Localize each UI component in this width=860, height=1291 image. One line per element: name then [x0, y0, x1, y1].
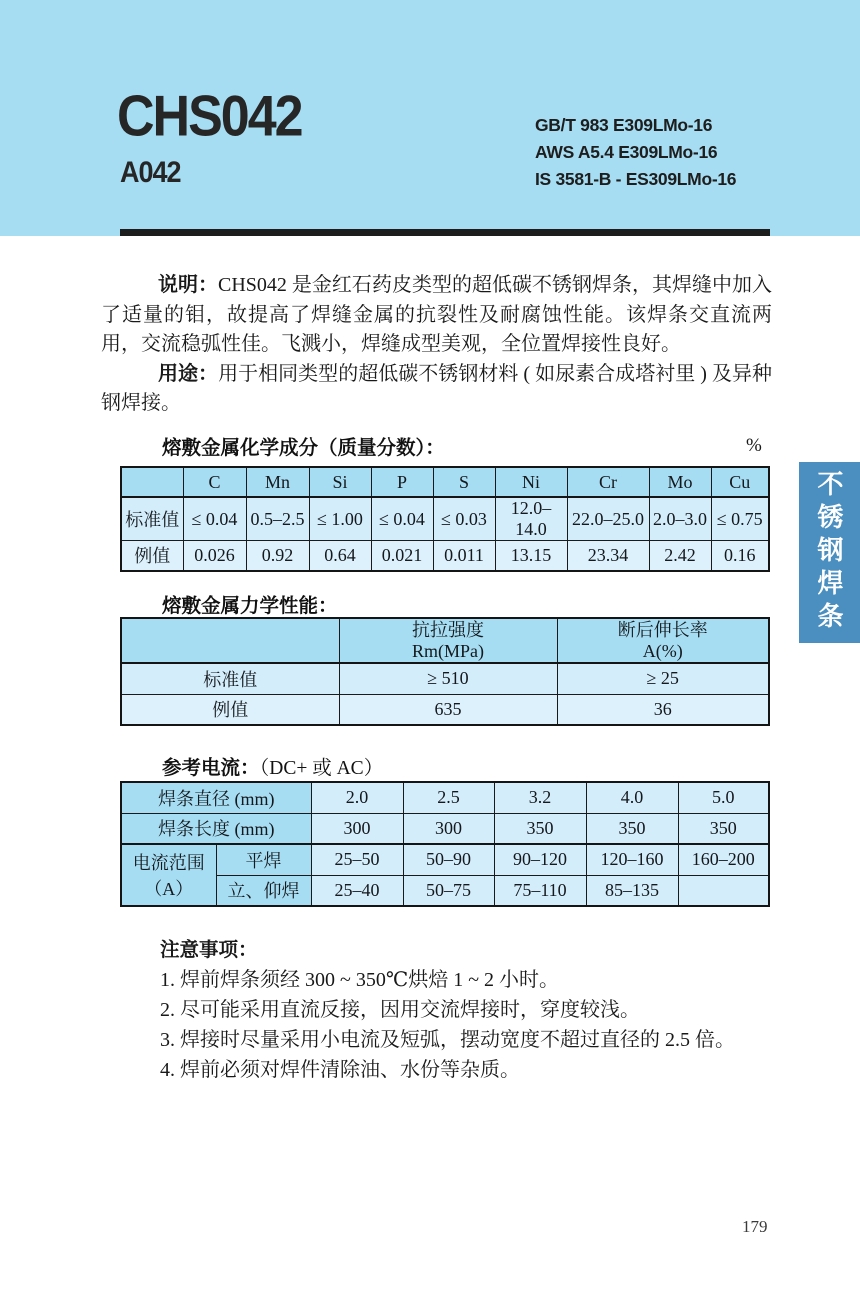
- table-cell: 0.16: [711, 541, 769, 571]
- category-side-tab: 不锈钢焊条: [799, 462, 860, 643]
- page-number: 179: [742, 1217, 768, 1236]
- row-sublabel-cell: 平焊: [216, 844, 311, 875]
- divider-rule: [120, 229, 770, 236]
- column-title: 抗拉强度: [412, 619, 484, 640]
- row-label-cell: 标准值: [121, 663, 339, 694]
- table-cell: 85–135: [586, 875, 678, 906]
- chemical-section-title: 熔敷金属化学成分（质量分数）：: [162, 437, 445, 459]
- table-cell: 2.5: [403, 782, 494, 813]
- table-cell: 50–75: [403, 875, 494, 906]
- row-label-cell: 焊条直径 (mm): [121, 782, 311, 813]
- table-cell: 12.0–14.0: [495, 497, 567, 541]
- table-cell: 0.021: [371, 541, 433, 571]
- usage-label: 用途：: [158, 362, 219, 385]
- table-cell: 36: [557, 694, 769, 725]
- table-cell: 0.011: [433, 541, 495, 571]
- table-cell: 635: [339, 694, 557, 725]
- table-cell: 2.0: [311, 782, 403, 813]
- notes-block: [160, 935, 780, 1085]
- table-cell: Mn: [246, 467, 309, 497]
- table-cell: Si: [309, 467, 371, 497]
- chemical-table: [120, 466, 770, 572]
- product-model-title: CHS042: [117, 85, 302, 149]
- standard-line-aws: AWS A5.4 E309LMo-16: [535, 142, 718, 162]
- current-section-title: [162, 752, 383, 780]
- description-block: [101, 271, 772, 419]
- table-cell: [339, 618, 557, 663]
- usage-text: 用于相同类型的超低碳不锈钢材料 ( 如尿素合成塔衬里 ) 及异种钢焊接。: [101, 362, 773, 414]
- row-label-cell: 标准值: [121, 497, 183, 541]
- table-cell: P: [371, 467, 433, 497]
- table-cell: 0.026: [183, 541, 246, 571]
- table-cell: ≤ 0.04: [183, 497, 246, 541]
- table-cell: 5.0: [678, 782, 769, 813]
- table-cell: 4.0: [586, 782, 678, 813]
- table-row: [121, 813, 769, 844]
- table-cell: ≤ 1.00: [309, 497, 371, 541]
- table-cell: C: [183, 467, 246, 497]
- current-title: 参考电流：: [162, 757, 260, 779]
- table-cell: [557, 618, 769, 663]
- row-label-cell: [121, 844, 216, 906]
- table-row: [121, 875, 769, 906]
- row-label-cell: 例值: [121, 541, 183, 571]
- table-header-row: [121, 618, 769, 663]
- note-item: 4. 焊前必须对焊件清除油、水份等杂质。: [160, 1059, 520, 1081]
- row-label-cell: 例值: [121, 694, 339, 725]
- table-row: [121, 663, 769, 694]
- current-table: [120, 781, 770, 907]
- percent-unit: %: [746, 435, 762, 456]
- column-subtitle: A(%): [642, 640, 683, 661]
- note-item: 3. 焊接时尽量采用小电流及短弧，摆动宽度不超过直径的 2.5 倍。: [160, 1029, 735, 1051]
- product-alt-model: A042: [120, 156, 181, 189]
- table-cell: 0.64: [309, 541, 371, 571]
- current-subtitle: （DC+ 或 AC）: [259, 758, 384, 779]
- table-cell: 3.2: [494, 782, 586, 813]
- table-cell: 300: [403, 813, 494, 844]
- table-cell: 350: [586, 813, 678, 844]
- description-paragraph: [101, 271, 772, 360]
- table-row: [121, 694, 769, 725]
- mechanical-section-title: 熔敷金属力学性能：: [162, 595, 338, 617]
- row-label-cell: 焊条长度 (mm): [121, 813, 311, 844]
- table-cell: ≥ 510: [339, 663, 557, 694]
- table-cell: 25–50: [311, 844, 403, 875]
- table-cell: ≤ 0.75: [711, 497, 769, 541]
- column-title: 断后伸长率: [617, 619, 708, 640]
- table-cell: 2.42: [649, 541, 711, 571]
- table-cell: [121, 618, 339, 663]
- table-cell: ≤ 0.04: [371, 497, 433, 541]
- table-cell: ≤ 0.03: [433, 497, 495, 541]
- standard-line-gbt: GB/T 983 E309LMo-16: [535, 115, 713, 135]
- table-row: [121, 497, 769, 541]
- range-label-line1: 电流范围: [132, 853, 205, 873]
- table-cell: Ni: [495, 467, 567, 497]
- row-sublabel-cell: 立、仰焊: [216, 875, 311, 906]
- table-cell: 350: [678, 813, 769, 844]
- description-text: CHS042 是金红石药皮类型的超低碳不锈钢焊条，其焊缝中加入了适量的钼，故提高了焊缝金属的抗裂性及耐腐蚀性能。该焊条交直流两用，交流稳弧性佳。飞溅小，焊缝成型美观，全位置焊接性良好。: [101, 274, 773, 355]
- notes-title: 注意事项：: [160, 939, 258, 961]
- table-cell: 50–90: [403, 844, 494, 875]
- usage-paragraph: [101, 360, 772, 419]
- table-cell: 300: [311, 813, 403, 844]
- table-cell: Cu: [711, 467, 769, 497]
- note-item: 2. 尽可能采用直流反接，因用交流焊接时，穿度较浅。: [160, 999, 640, 1021]
- table-cell: 13.15: [495, 541, 567, 571]
- table-cell: Cr: [567, 467, 649, 497]
- table-cell: ≥ 25: [557, 663, 769, 694]
- table-row: [121, 541, 769, 571]
- table-cell: 2.0–3.0: [649, 497, 711, 541]
- note-item: 1. 焊前焊条须经 300 ~ 350℃烘焙 1 ~ 2 小时。: [160, 969, 560, 991]
- table-cell: [121, 467, 183, 497]
- table-cell: 0.5–2.5: [246, 497, 309, 541]
- table-header-row: [121, 467, 769, 497]
- table-row: [121, 844, 769, 875]
- range-label-line2: （A）: [144, 879, 194, 899]
- standard-line-is: IS 3581-B - ES309LMo-16: [535, 169, 737, 189]
- table-cell: S: [433, 467, 495, 497]
- table-cell: 350: [494, 813, 586, 844]
- table-cell: 23.34: [567, 541, 649, 571]
- table-cell: [678, 875, 769, 906]
- description-label: 说明：: [158, 274, 219, 296]
- standards-list: [535, 112, 736, 193]
- column-subtitle: Rm(MPa): [412, 640, 484, 661]
- table-row: [121, 782, 769, 813]
- table-cell: 0.92: [246, 541, 309, 571]
- table-cell: Mo: [649, 467, 711, 497]
- table-cell: 160–200: [678, 844, 769, 875]
- table-cell: 75–110: [494, 875, 586, 906]
- table-cell: 22.0–25.0: [567, 497, 649, 541]
- mechanical-table: [120, 617, 770, 726]
- table-cell: 90–120: [494, 844, 586, 875]
- table-cell: 120–160: [586, 844, 678, 875]
- table-cell: 25–40: [311, 875, 403, 906]
